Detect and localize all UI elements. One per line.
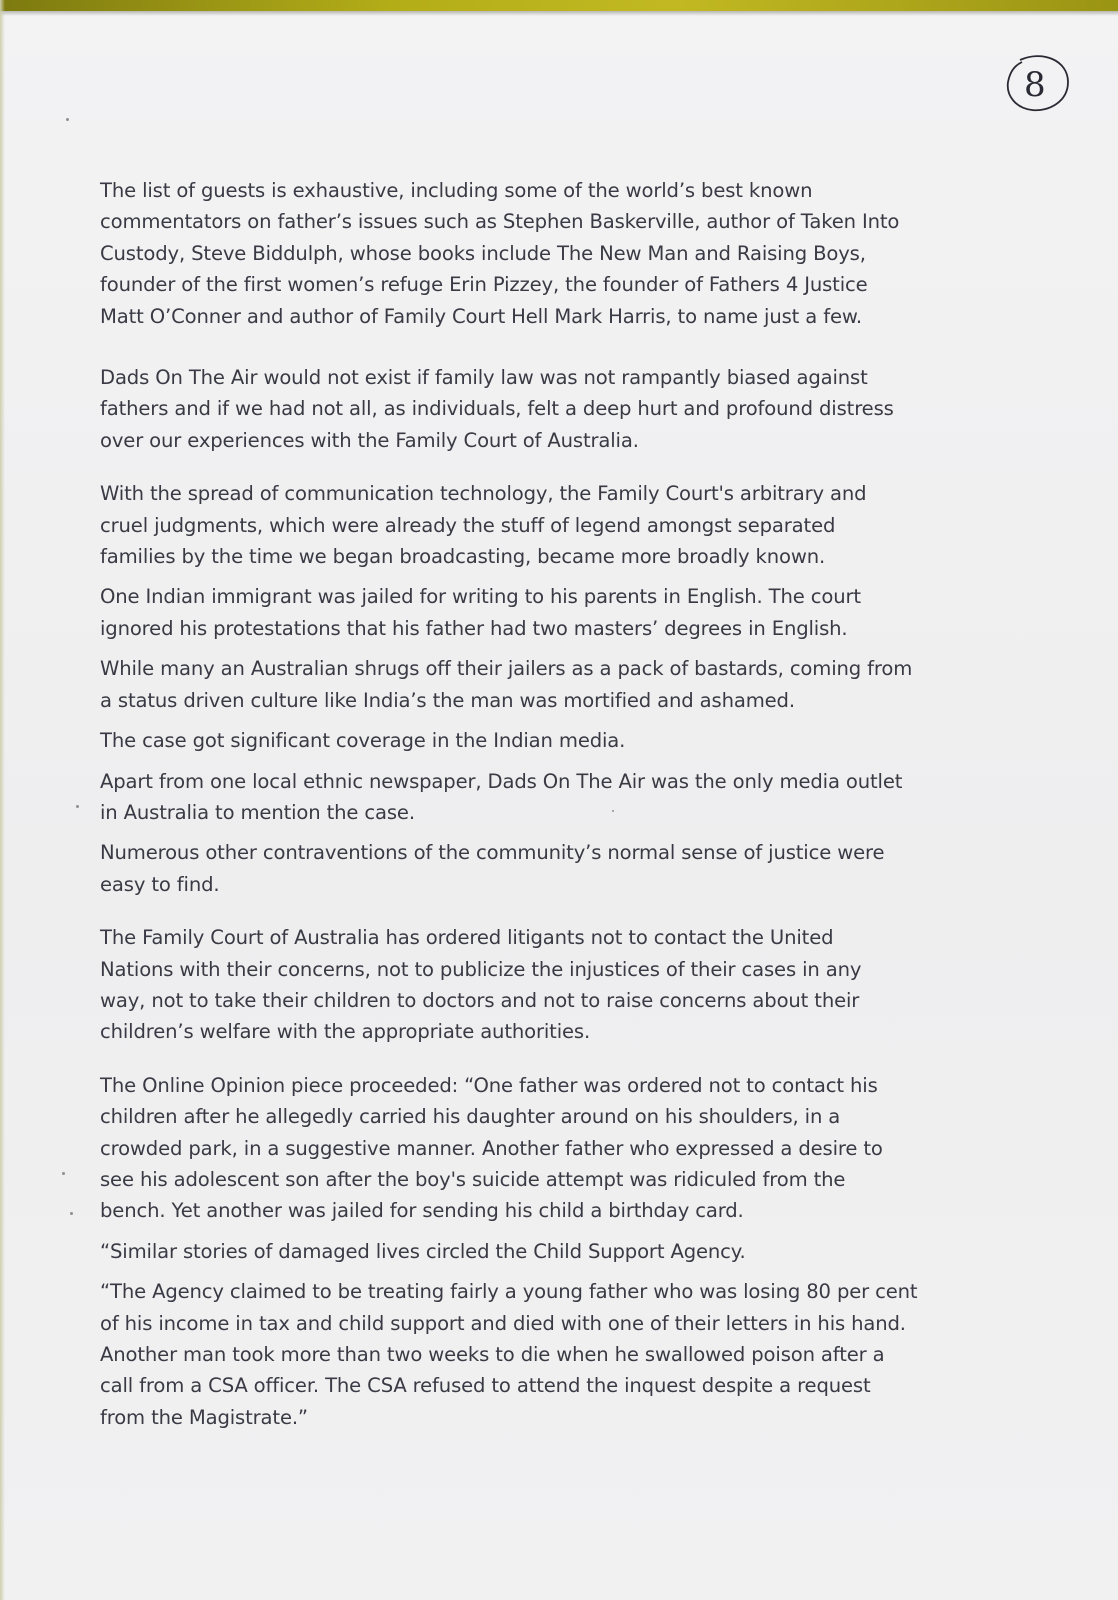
handwritten-page-number [1002, 52, 1072, 114]
paragraph-guests: The list of guests is exhaustive, including some of the world’s best known commentators on father’s issues such as Stephen Baskerville, author of Taken Into Custody, Steve Biddulph, whose books include The New Man and Raising Boys, founder of the first women’s refuge Erin Pizzey, the founder of Fathers 4 Justice Matt O’Conner and author of Family Court Hell Mark Harris, to name just a few. [100, 179, 900, 328]
page-number-text: 8 [1024, 65, 1046, 105]
paragraph-online-opinion: The Online Opinion piece proceeded: “One father was ordered not to contact his children after he allegedly carried his daughter around on his shoulders, in a crowded park, in a suggestive manner. Another father who expressed a desire to see his adolescent son after the boy's suicide attempt was ridiculed from the bench. Yet another was jailed for sending his child a birthday card. [100, 1073, 883, 1223]
paragraph-child-support-agency: “Similar stories of damaged lives circled the Child Support Agency. [100, 1239, 746, 1263]
document-body [100, 175, 1010, 1433]
paragraph-indian-immigrant: One Indian immigrant was jailed for writing to his parents in English. The court ignored his protestations that his father had two masters’ degrees in English. [100, 585, 861, 640]
scan-speck [70, 1212, 73, 1215]
paragraph-ethnic-newspaper: Apart from one local ethnic newspaper, Dads On The Air was the only media outlet in Australia to mention the case. [100, 769, 903, 824]
paragraph-court-orders: The Family Court of Australia has ordered litigants not to contact the United Nations with their concerns, not to publicize the injustices of their cases in any way, not to take their children to doctors and not to raise concerns about their children’s welfare with the appropriate authorities. [100, 926, 862, 1044]
scan-top-edge [0, 0, 1118, 11]
scan-speck [76, 805, 79, 808]
scan-speck [66, 118, 69, 121]
paragraph-contraventions: Numerous other contraventions of the community’s normal sense of justice were easy to find. [100, 841, 885, 896]
paragraph-jailers: While many an Australian shrugs off their jailers as a pack of bastards, coming from a status driven culture like India’s the man was mortified and ashamed. [100, 657, 913, 712]
scan-top-shadow [0, 11, 1118, 16]
paragraph-dads-on-the-air: Dads On The Air would not exist if family law was not rampantly biased against fathers and if we had not all, as individuals, felt a deep hurt and profound distress over our experiences with the Family Court of Australia. [100, 366, 894, 452]
paragraph-agency-claims: “The Agency claimed to be treating fairly a young father who was losing 80 per cent of his income in tax and child support and died with one of their letters in his hand. Another man took more than two weeks to die when he swallowed poison after a call from a CSA officer. The CSA refused to attend the inquest despite a request from the Magistrate.” [100, 1280, 918, 1429]
scan-left-edge [0, 0, 5, 1600]
paragraph-indian-media: The case got significant coverage in the Indian media. [100, 729, 626, 753]
paragraph-communication-technology: With the spread of communication technology, the Family Court's arbitrary and cruel judgments, which were already the stuff of legend amongst separated families by the time we began broadcasting, became more broadly known. [100, 482, 867, 569]
scan-speck [62, 1172, 65, 1175]
